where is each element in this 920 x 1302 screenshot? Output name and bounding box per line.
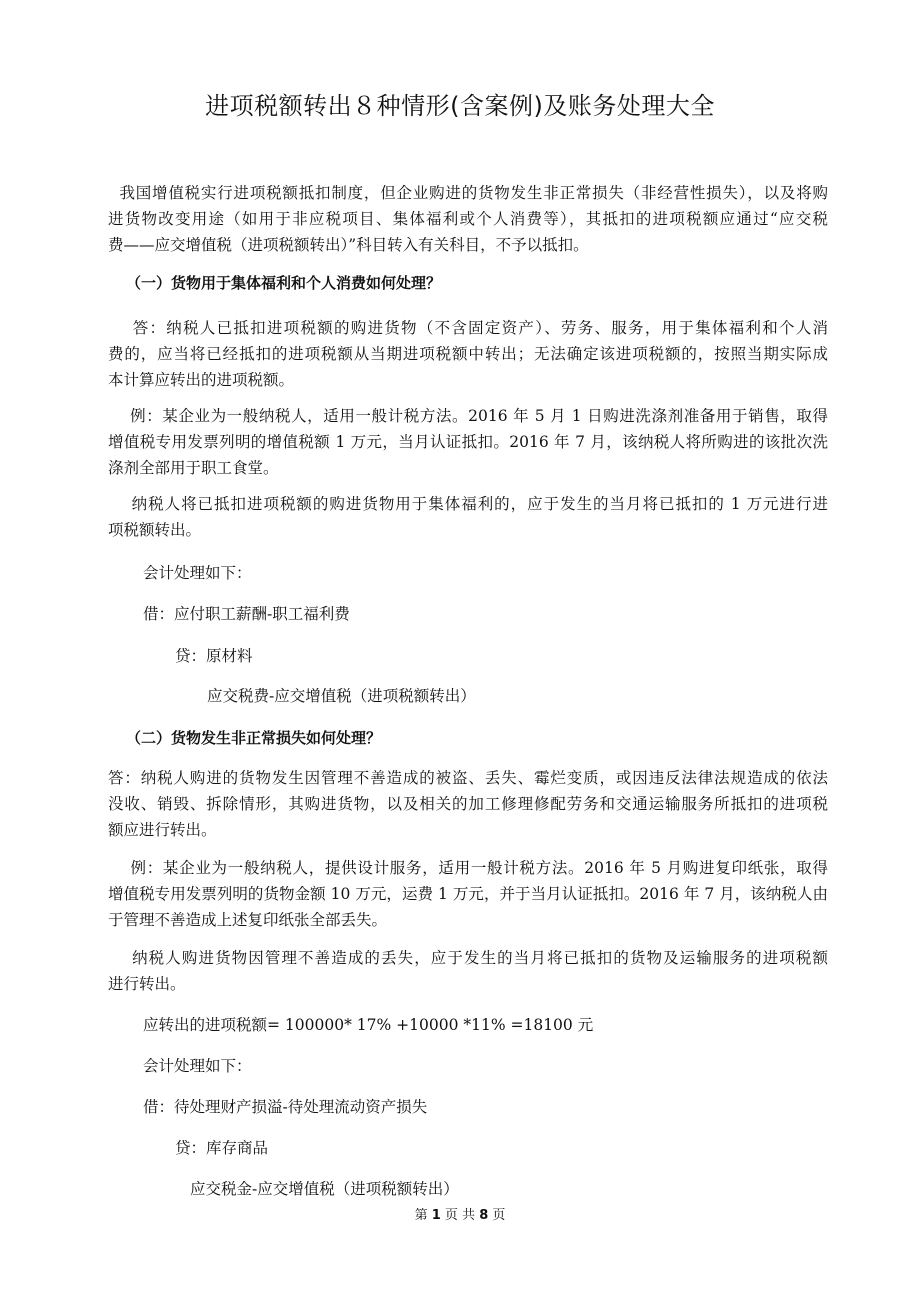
section2-answer-line: 没收、销毁、拆除情形，其购进货物，以及相关的加工修理修配劳务和交通运输服务所抵扣的进项税 [108,795,828,813]
section2-explanation-line: 进行转出。 [108,975,186,993]
footer-middle: 页 共 [440,1208,480,1223]
intro-paragraph [108,180,828,258]
section2-formula: 应转出的进项税额= 100000* 17% +10000 *11% =18100 元 [143,1016,594,1034]
footer-prefix: 第 [414,1208,432,1223]
section2-accounting-label: 会计处理如下： [143,1057,252,1075]
intro-line: 进货物改变用途（如用于非应税项目、集体福利或个人消费等），其抵扣的进项税额应通过“应交税 [108,210,828,228]
page-footer [0,1206,920,1226]
section1-explanation-line: 纳税人将已抵扣进项税额的购进货物用于集体福利的，应于发生的当月将已抵扣的 1 万元进行进 [108,495,828,513]
section2-answer [108,765,828,843]
section1-answer-line: 费的，应当将已经抵扣的进项税额从当期进项税额中转出；无法确定该进项税额的，按照当期实际成 [108,345,828,363]
section1-answer-line: 本计算应转出的进项税额。 [108,371,295,389]
section1-explanation [108,491,828,543]
section1-accounting-label: 会计处理如下： [143,564,252,582]
section2-example-line: 于管理不善造成上述复印纸张全部丢失。 [108,911,388,929]
section2-credit-entry: 贷：库存商品 [175,1139,269,1157]
footer-suffix: 页 [488,1208,506,1223]
section2-explanation-line: 纳税人购进货物因管理不善造成的丢失，应于发生的当月将已抵扣的货物及运输服务的进项税额 [108,949,828,967]
section-heading-2: （二）货物发生非正常损失如何处理？ [126,729,382,747]
footer-total-pages: 8 [479,1208,489,1223]
section1-credit-entry-2: 应交税费-应交增值税（进项税额转出） [207,687,476,705]
section2-example [108,855,828,933]
section1-answer [108,315,828,393]
section1-example-line: 增值税专用发票列明的增值税额 1 万元，当月认证抵扣。2016 年 7 月，该纳税人将所购进的该批次洗 [108,433,828,451]
section1-example-line: 例：某企业为一般纳税人，适用一般计税方法。2016 年 5 月 1 日购进洗涤剂准备用于销售，取得 [108,407,828,425]
section1-explanation-line: 项税额转出。 [108,521,202,539]
section1-example-line: 涤剂全部用于职工食堂。 [108,459,279,477]
section2-credit-entry-2: 应交税金-应交增值税（进项税额转出） [190,1180,459,1198]
section2-answer-line: 答：纳税人购进的货物发生因管理不善造成的被盗、丢失、霉烂变质，或因违反法律法规造成的依法 [108,769,828,787]
section2-explanation [108,945,828,997]
footer-page-number: 1 [431,1208,441,1223]
section1-debit-entry: 借：应付职工薪酬-职工福利费 [143,605,350,623]
section1-example [108,403,828,481]
section1-credit-entry: 贷：原材料 [175,647,253,665]
section1-answer-line: 答：纳税人已抵扣进项税额的购进货物（不含固定资产）、劳务、服务，用于集体福利和个人消 [108,319,828,337]
intro-line: 费——应交增值税（进项税额转出）”科目转入有关科目，不予以抵扣。 [108,236,589,254]
intro-line: 我国增值税实行进项税额抵扣制度，但企业购进的货物发生非正常损失（非经营性损失），以及将购 [108,184,828,202]
document-title: 进项税额转出８种情形(含案例)及账务处理大全 [205,92,715,120]
section2-debit-entry: 借：待处理财产损溢-待处理流动资产损失 [143,1098,428,1116]
section-heading-1: （一）货物用于集体福利和个人消费如何处理？ [126,274,442,292]
section2-example-line: 增值税专用发票列明的货物金额 10 万元，运费 1 万元，并于当月认证抵扣。2016 年 7 月，该纳税人由 [108,885,828,903]
section2-example-line: 例：某企业为一般纳税人，提供设计服务，适用一般计税方法。2016 年 5 月购进复印纸张，取得 [108,859,828,877]
section2-answer-line: 额应进行转出。 [108,821,217,839]
